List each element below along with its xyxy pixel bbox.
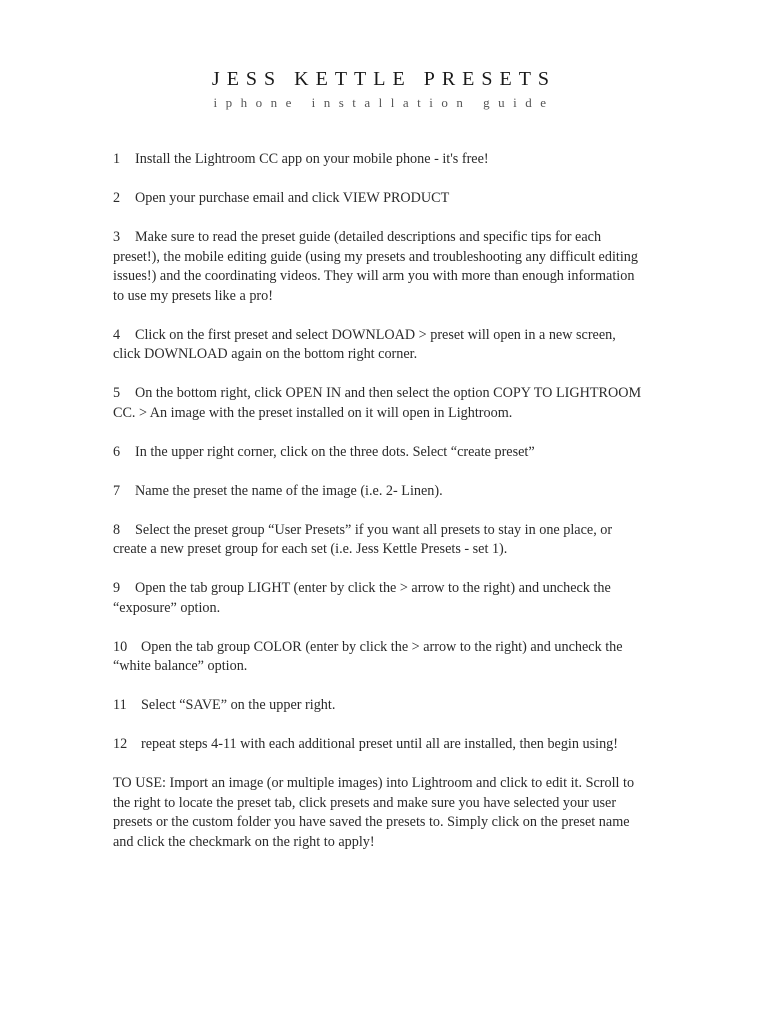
usage-instructions: TO USE: Import an image (or multiple images) into Lightroom and click to edit it. Scroll to the right to locate the preset tab, click presets and make sure you have selected your user presets or the custom folder you have saved the presets to. Simply click on the preset name and click the checkmark on the right to apply! xyxy=(113,775,635,850)
step-text: Install the Lightroom CC app on your mobile phone - it's free! xyxy=(135,151,489,167)
document-title: JESS KETTLE PRESETS xyxy=(211,68,557,90)
step-number: 2 xyxy=(113,190,121,206)
step-text: Click on the first preset and select DOWNLOAD > preset will open in a new screen, click DOWNLOAD again on the bottom right corner. xyxy=(113,326,616,362)
document-subtitle: iphone installation guide xyxy=(213,95,555,110)
step-item xyxy=(113,326,643,365)
step-item xyxy=(113,638,643,677)
step-number: 8 xyxy=(113,521,121,538)
step-number: 1 xyxy=(113,151,121,167)
step-item xyxy=(113,696,643,716)
step-item xyxy=(113,228,643,306)
step-item xyxy=(113,482,643,502)
step-item xyxy=(113,443,643,463)
step-number: 10 xyxy=(113,638,128,655)
step-text: Open the tab group COLOR (enter by click the > arrow to the right) and uncheck the “white balance” option. xyxy=(113,638,623,674)
step-item xyxy=(113,384,643,423)
step-text: Select the preset group “User Presets” if you want all presets to stay in one place, or create a new preset group for each set (i.e. Jess Kettle Presets - set 1). xyxy=(113,521,613,557)
step-text: Make sure to read the preset guide (detailed descriptions and specific tips for each preset!), the mobile editing guide (using my presets and troubleshooting any difficult editing issues!) and the coordinating videos. They will arm you with more than enough information to use my presets like a pro! xyxy=(113,229,638,304)
step-number: 9 xyxy=(113,580,121,596)
step-number: 11 xyxy=(113,697,127,713)
step-text: repeat steps 4-11 with each additional preset until all are installed, then begin using! xyxy=(141,736,618,752)
step-item xyxy=(113,579,643,618)
step-number: 7 xyxy=(113,482,121,499)
step-text: Name the preset the name of the image (i.e. 2- Linen). xyxy=(135,482,443,499)
step-text: On the bottom right, click OPEN IN and then select the option COPY TO LIGHTROOM CC. > An image with the preset installed on it will open in Lightroom. xyxy=(113,385,642,421)
step-text: In the upper right corner, click on the three dots. Select “create preset” xyxy=(135,443,535,460)
step-text: Open the tab group LIGHT (enter by click the > arrow to the right) and uncheck the “exposure” option. xyxy=(113,580,611,616)
step-number: 6 xyxy=(113,443,121,460)
step-item xyxy=(113,735,643,755)
installation-steps xyxy=(113,150,643,872)
step-number: 5 xyxy=(113,385,121,401)
step-text: Select “SAVE” on the upper right. xyxy=(141,697,336,713)
step-item xyxy=(113,150,643,170)
step-item xyxy=(113,521,643,560)
step-number: 3 xyxy=(113,229,121,245)
step-item xyxy=(113,189,643,209)
step-text: Open your purchase email and click VIEW PRODUCT xyxy=(135,190,450,206)
step-number: 4 xyxy=(113,326,121,343)
step-number: 12 xyxy=(113,736,128,752)
